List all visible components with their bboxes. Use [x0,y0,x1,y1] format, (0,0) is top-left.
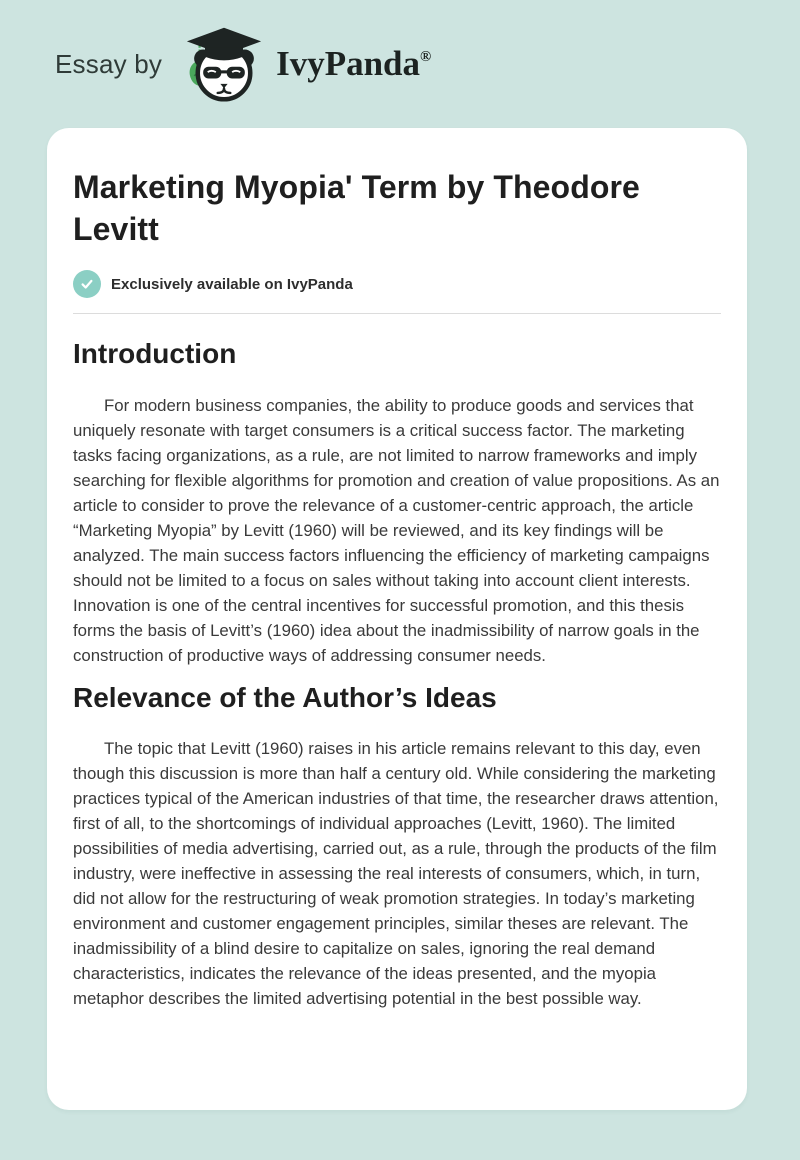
paragraph: For modern business companies, the ability to produce goods and services that uniquely resonate with target consumers is a critical success factor. The marketing tasks facing organizations, as a rule, are not limited to narrow frameworks and imply searching for flexible algorithms for promotion and creation of value propositions. As an article to consider to prove the relevance of a customer-centric approach, the article “Marketing Myopia” by Levitt (1960) will be reviewed, and its key findings will be analyzed. The main success factors influencing the efficiency of marketing campaigns should not be limited to a focus on sales without taking into account client interests. Innovation is one of the central incentives for successful promotion, and this thesis forms the basis of Levitt’s (1960) idea about the inadmissibility of narrow goals in the construction of productive ways of addressing consumer needs. [73,395,720,665]
section-relevance [73,680,721,1011]
section-introduction [73,336,721,667]
brand-text: IvyPanda [276,44,421,83]
essay-by-label: Essay by [55,48,163,79]
exclusive-badge [73,270,721,298]
section-heading: Introduction [73,338,237,370]
paragraph: The topic that Levitt (1960) raises in his article remains relevant to this day, even though this discussion is more than half a century old. While considering the marketing practices typical of the American industries of that time, the researcher draws attention, first of all, to the shortcomings of individual approaches (Levitt, 1960). The limited possibilities of media advertising, carried out, as a rule, through the products of the film industry, were ineffective in assessing the real interests of consumers, which, in turn, did not allow for the restructuring of weak promotion strategies. In today’s marketing environment and customer engagement principles, similar theses are relevant. The inadmissibility of a blind desire to capitalize on sales, ignoring the real demand characteristics, indicates the relevance of the ideas presented, and the myopia metaphor describes the limited advertising potential in the best possible way. [73,739,719,1009]
divider [73,313,721,314]
registered-mark: ® [420,49,432,65]
page-title: Marketing Myopia' Term by Theodore Levitt [73,169,640,248]
section-heading: Relevance of the Author’s Ideas [73,681,497,713]
brand-link[interactable] [178,26,431,102]
exclusive-badge-label: Exclusively available on IvyPanda [111,275,353,293]
panda-graduate-icon [178,26,270,102]
essay-card [47,128,747,1110]
check-icon [73,270,101,298]
site-header [0,0,800,128]
brand-name [276,44,431,84]
